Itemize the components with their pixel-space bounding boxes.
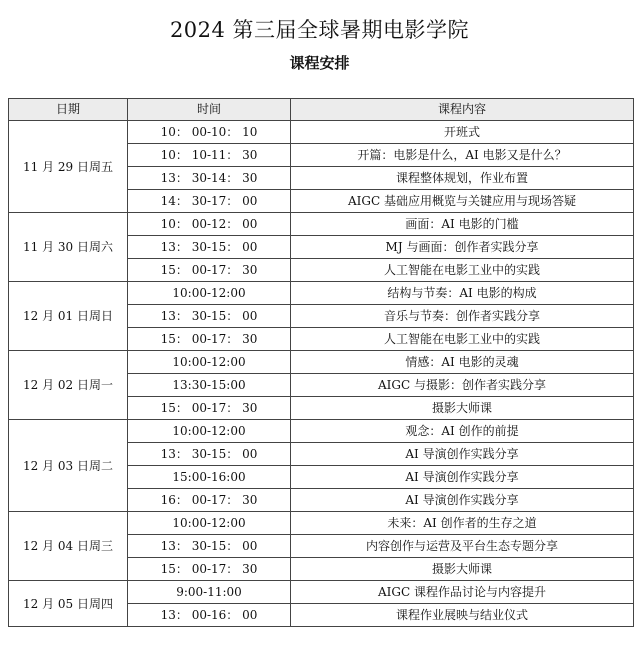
content-cell: 开篇：电影是什么，AI 电影又是什么？ [291, 144, 634, 167]
time-cell: 9:00-11:00 [128, 581, 291, 604]
time-cell: 14： 30-17： 00 [128, 190, 291, 213]
time-cell: 13： 30-15： 00 [128, 443, 291, 466]
content-cell: 观念：AI 创作的前提 [291, 420, 634, 443]
table-row [9, 213, 634, 236]
time-cell: 10： 00-12： 00 [128, 213, 291, 236]
date-cell: 12 月 03 日周二 [9, 420, 128, 512]
date-cell: 11 月 30 日周六 [9, 213, 128, 282]
table-row [9, 282, 634, 305]
content-cell: 内容创作与运营及平台生态专题分享 [291, 535, 634, 558]
content-cell: AIGC 课程作品讨论与内容提升 [291, 581, 634, 604]
content-cell: AIGC 与摄影：创作者实践分享 [291, 374, 634, 397]
content-cell: 结构与节奏：AI 电影的构成 [291, 282, 634, 305]
time-cell: 13： 00-16： 00 [128, 604, 291, 627]
schedule-table [8, 98, 634, 627]
time-cell: 10： 00-10： 10 [128, 121, 291, 144]
content-cell: AI 导演创作实践分享 [291, 489, 634, 512]
content-cell: 未来：AI 创作者的生存之道 [291, 512, 634, 535]
content-cell: AIGC 基础应用概览与关键应用与现场答疑 [291, 190, 634, 213]
time-cell: 13： 30-15： 00 [128, 305, 291, 328]
time-cell: 15： 00-17： 30 [128, 328, 291, 351]
time-cell: 15:00-16:00 [128, 466, 291, 489]
time-cell: 13： 30-14： 30 [128, 167, 291, 190]
content-cell: AI 导演创作实践分享 [291, 443, 634, 466]
date-cell: 12 月 05 日周四 [9, 581, 128, 627]
table-row [9, 512, 634, 535]
time-cell: 10:00-12:00 [128, 512, 291, 535]
time-cell: 15： 00-17： 30 [128, 558, 291, 581]
header-date: 日期 [9, 99, 128, 121]
content-cell: AI 导演创作实践分享 [291, 466, 634, 489]
content-cell: 音乐与节奏：创作者实践分享 [291, 305, 634, 328]
content-cell: MJ 与画面：创作者实践分享 [291, 236, 634, 259]
table-row [9, 420, 634, 443]
content-cell: 课程作业展映与结业仪式 [291, 604, 634, 627]
content-cell: 课程整体规划，作业布置 [291, 167, 634, 190]
content-cell: 人工智能在电影工业中的实践 [291, 328, 634, 351]
time-cell: 13： 30-15： 00 [128, 535, 291, 558]
time-cell: 10:00-12:00 [128, 351, 291, 374]
schedule-body [9, 121, 634, 627]
time-cell: 10:00-12:00 [128, 420, 291, 443]
time-cell: 15： 00-17： 30 [128, 259, 291, 282]
date-cell: 12 月 02 日周一 [9, 351, 128, 420]
time-cell: 13： 30-15： 00 [128, 236, 291, 259]
content-cell: 摄影大师课 [291, 397, 634, 420]
date-cell: 12 月 04 日周三 [9, 512, 128, 581]
header-row [9, 99, 634, 121]
time-cell: 10:00-12:00 [128, 282, 291, 305]
date-cell: 12 月 01 日周日 [9, 282, 128, 351]
header-content: 课程内容 [291, 99, 634, 121]
content-cell: 画面：AI 电影的门槛 [291, 213, 634, 236]
content-cell: 人工智能在电影工业中的实践 [291, 259, 634, 282]
content-cell: 开班式 [291, 121, 634, 144]
time-cell: 10： 10-11： 30 [128, 144, 291, 167]
date-cell: 11 月 29 日周五 [9, 121, 128, 213]
content-cell: 摄影大师课 [291, 558, 634, 581]
table-row [9, 121, 634, 144]
time-cell: 16： 00-17： 30 [128, 489, 291, 512]
page-title: 2024 第三届全球暑期电影学院 [169, 18, 470, 42]
page-subtitle: 课程安排 [289, 54, 350, 72]
content-cell: 情感：AI 电影的灵魂 [291, 351, 634, 374]
time-cell: 13:30-15:00 [128, 374, 291, 397]
header-time: 时间 [128, 99, 291, 121]
table-row [9, 581, 634, 604]
time-cell: 15： 00-17： 30 [128, 397, 291, 420]
table-row [9, 351, 634, 374]
